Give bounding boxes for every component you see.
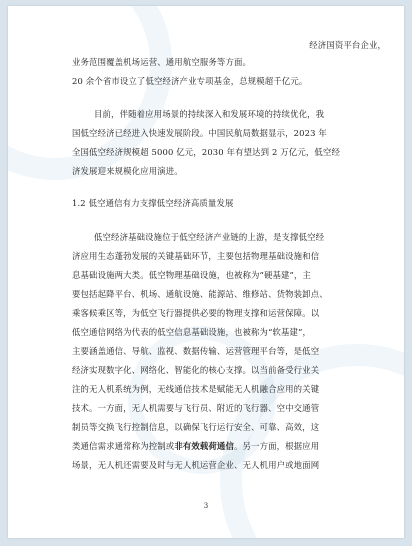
text-line: 要包括起降平台、机场、通航设施、能源站、维修站、货物装卸点、 — [72, 289, 328, 299]
text-line: 场景，无人机还需要及时与无人机运营企业、无人机用户或地面网 — [72, 460, 320, 470]
text-line: 主要涵盖通信、导航、监视、数据传输、运营管理平台等，是低空 — [72, 346, 320, 356]
bold-term: 非有效载荷通信 — [174, 441, 234, 451]
text-line: 国低空经济已经进入快速发展阶段。中国民航局数据显示，2023 年 — [72, 128, 327, 138]
text-line: 低空通信网络为代表的低空信息基础设施，也被称为“软基建”， — [72, 327, 312, 337]
text-segment: 类通信需求通常称为控制或 — [72, 441, 175, 451]
header-fragment: 经济国资平台企业， — [309, 40, 386, 50]
document-page — [8, 6, 404, 538]
text-line-with-bold — [72, 441, 319, 452]
text-line: 全国低空经济规模超 5000 亿元，2030 年有望达到 2 万亿元，低空经 — [72, 147, 340, 157]
page-number: 3 — [203, 502, 209, 510]
text-line: 乘客候乘区等，为低空飞行器提供必要的物理支撑和运营保障。以 — [72, 308, 320, 318]
text-line: 制员等交换飞行控制信息，以确保飞行运行安全、可靠、高效，这 — [72, 422, 320, 432]
text-line: 息基础设施两大类。低空物理基础设施，也被称为“硬基建”，主 — [72, 270, 312, 280]
text-segment: 。另一方面，根据应用 — [234, 441, 320, 451]
text-line: 注的无人机系统为例，无线通信技术是赋能无人机融合应用的关键 — [72, 384, 320, 394]
text-line: 目前，伴随着应用场景的持续深入和发展环境的持续优化，我 — [94, 109, 325, 119]
text-line: 济发展迎来规模化应用演进。 — [72, 166, 183, 176]
text-line: 技术。一方面，无人机需要与飞行员、附近的飞行器、空中交通管 — [72, 403, 320, 413]
text-line: 20 余个省市设立了低空经济产业专项基金，总规模超千亿元。 — [72, 76, 308, 86]
text-line: 低空经济基础设施位于低空经济产业链的上游，是支撑低空经 — [94, 232, 325, 242]
text-line: 济应用生态蓬勃发展的关键基础环节，主要包括物理基础设施和信 — [72, 251, 320, 261]
text-line: 业务范围覆盖机场运营、通用航空服务等方面。 — [72, 57, 252, 67]
section-heading: 1.2 低空通信有力支撑低空经济高质量发展 — [72, 198, 234, 208]
text-line: 经济实现数字化、网络化、智能化的核心支撑。以当前备受行业关 — [72, 365, 320, 375]
